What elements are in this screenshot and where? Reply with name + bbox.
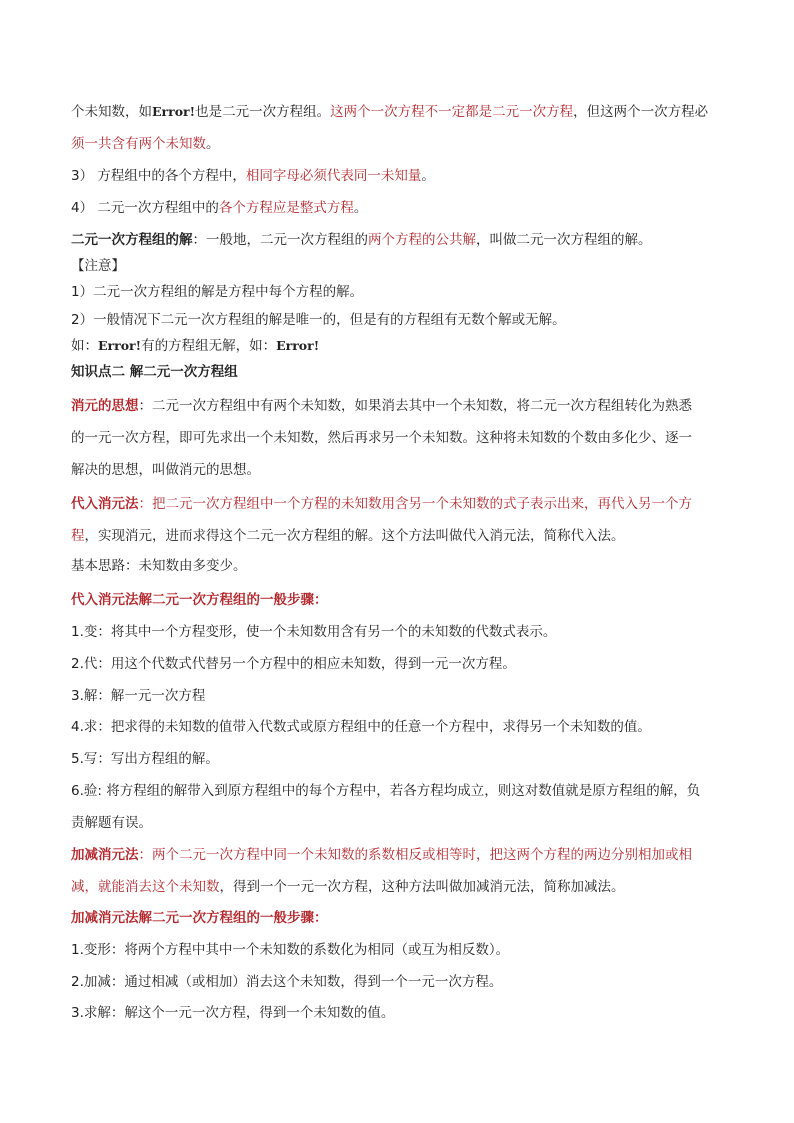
paragraph-line: 解决的思想，叫做消元的思想。 bbox=[71, 462, 260, 478]
step-item: 3.求解：解这个一元一次方程，得到一个未知数的值。 bbox=[71, 1005, 395, 1021]
definition-line bbox=[71, 230, 652, 250]
paragraph-line bbox=[71, 134, 220, 154]
steps-title: 代入消元法解二元一次方程组的一般步骤： bbox=[71, 592, 328, 608]
steps-title: 加减消元法解二元一次方程组的一般步骤： bbox=[71, 910, 328, 926]
list-item bbox=[71, 166, 435, 186]
text: ，叫做二元一次方程组的解。 bbox=[476, 232, 652, 248]
text: 。 bbox=[206, 136, 220, 152]
highlight-text: ：把二元一次方程组中一个方程的未知数用含另一个未知数的式子表示出来，再代入另一个方 bbox=[138, 496, 692, 512]
text: 个未知数，如 bbox=[71, 104, 152, 120]
paragraph-line bbox=[71, 845, 692, 865]
error-placeholder: Error! bbox=[152, 104, 196, 119]
text: 也是二元一次方程组。 bbox=[195, 104, 331, 120]
error-placeholder: Error! bbox=[98, 338, 142, 353]
text: 4） 二元一次方程组中的 bbox=[71, 200, 219, 216]
highlight-text: ：两个二元一次方程中同一个未知数的系数相反或相等时，把这两个方程的两边分别相加或相 bbox=[138, 847, 692, 863]
term: 二元一次方程组的解 bbox=[71, 232, 193, 248]
paragraph-line: 基本思路：未知数由多变少。 bbox=[71, 558, 247, 574]
step-item: 6.验: 将方程组的解带入到原方程组中的每个方程中，若各方程均成立，则这对数值就是原方程组的解，负 bbox=[71, 783, 701, 799]
step-item: 4.求：把求得的未知数的值带入代数式或原方程组中的任意一个方程中，求得另一个未知数的值。 bbox=[71, 719, 651, 735]
step-item: 2.加减：通过相减（或相加）消去这个未知数，得到一个一元一次方程。 bbox=[71, 974, 503, 990]
step-item: 1.变：将其中一个方程变形，使一个未知数用含有另一个的未知数的代数式表示。 bbox=[71, 624, 557, 640]
text: ，实现消元，进而求得这个二元一次方程组的解。这个方法叫做代入消元法，简称代入法。 bbox=[84, 528, 625, 544]
term: 代入消元法 bbox=[71, 496, 139, 512]
term: 加减消元法 bbox=[71, 847, 139, 863]
paragraph-line bbox=[71, 102, 708, 122]
error-placeholder: Error! bbox=[276, 338, 320, 353]
highlight-text: 须一共含有两个未知数 bbox=[71, 136, 206, 152]
paragraph-line: 的一元一次方程，即可先求出一个未知数，然后再求另一个未知数。这种将未知数的个数由多化少、逐一 bbox=[71, 430, 692, 446]
highlight-text: 相同字母必须代表同一未知量 bbox=[245, 168, 422, 184]
note-title: 【注意】 bbox=[71, 258, 125, 274]
step-item: 3.解：解一元一次方程 bbox=[71, 688, 206, 704]
highlight-text: 程 bbox=[71, 528, 85, 544]
note-item: 1）二元一次方程组的解是方程中每个方程的解。 bbox=[71, 284, 364, 300]
highlight-text: 两个方程的公共解 bbox=[368, 232, 476, 248]
highlight-text: 各个方程应是整式方程 bbox=[218, 200, 354, 216]
step-item: 2.代：用这个代数式代替另一个方程中的相应未知数，得到一元一次方程。 bbox=[71, 656, 516, 672]
text: ：一般地，二元一次方程组的 bbox=[192, 232, 368, 248]
highlight-text: 减，就能消去这个未知数 bbox=[71, 879, 220, 895]
text: ，得到一个一元一次方程，这种方法叫做加减消元法，简称加减法。 bbox=[219, 879, 625, 895]
paragraph-line bbox=[71, 494, 692, 514]
text: ：二元一次方程组中有两个未知数，如果消去其中一个未知数，将二元一次方程组转化为熟悉 bbox=[138, 398, 692, 414]
text: 3） 方程组中的各个方程中， bbox=[71, 168, 246, 184]
term: 消元的思想 bbox=[71, 398, 139, 414]
list-item bbox=[71, 198, 367, 218]
paragraph-line bbox=[71, 877, 625, 897]
note-item bbox=[71, 336, 319, 356]
step-item: 5.写：写出方程组的解。 bbox=[71, 751, 219, 767]
text: 。 bbox=[353, 200, 368, 216]
highlight-text: 这两个一次方程不一定都是二元一次方程 bbox=[330, 104, 574, 120]
step-item: 1.变形：将两个方程中其中一个未知数的系数化为相同（或互为相反数）。 bbox=[71, 942, 510, 958]
step-item: 责解题有误。 bbox=[71, 815, 152, 831]
text: ，但这两个一次方程必 bbox=[573, 104, 709, 120]
text: 如： bbox=[71, 338, 98, 354]
text: 。 bbox=[421, 168, 435, 184]
paragraph-line bbox=[71, 396, 692, 416]
text: 有的方程组无解，如： bbox=[141, 338, 277, 354]
paragraph-line bbox=[71, 526, 625, 546]
section-title: 知识点二 解二元一次方程组 bbox=[71, 364, 238, 380]
note-item: 2）一般情况下二元一次方程组的解是唯一的，但是有的方程组有无数个解或无解。 bbox=[71, 312, 566, 328]
